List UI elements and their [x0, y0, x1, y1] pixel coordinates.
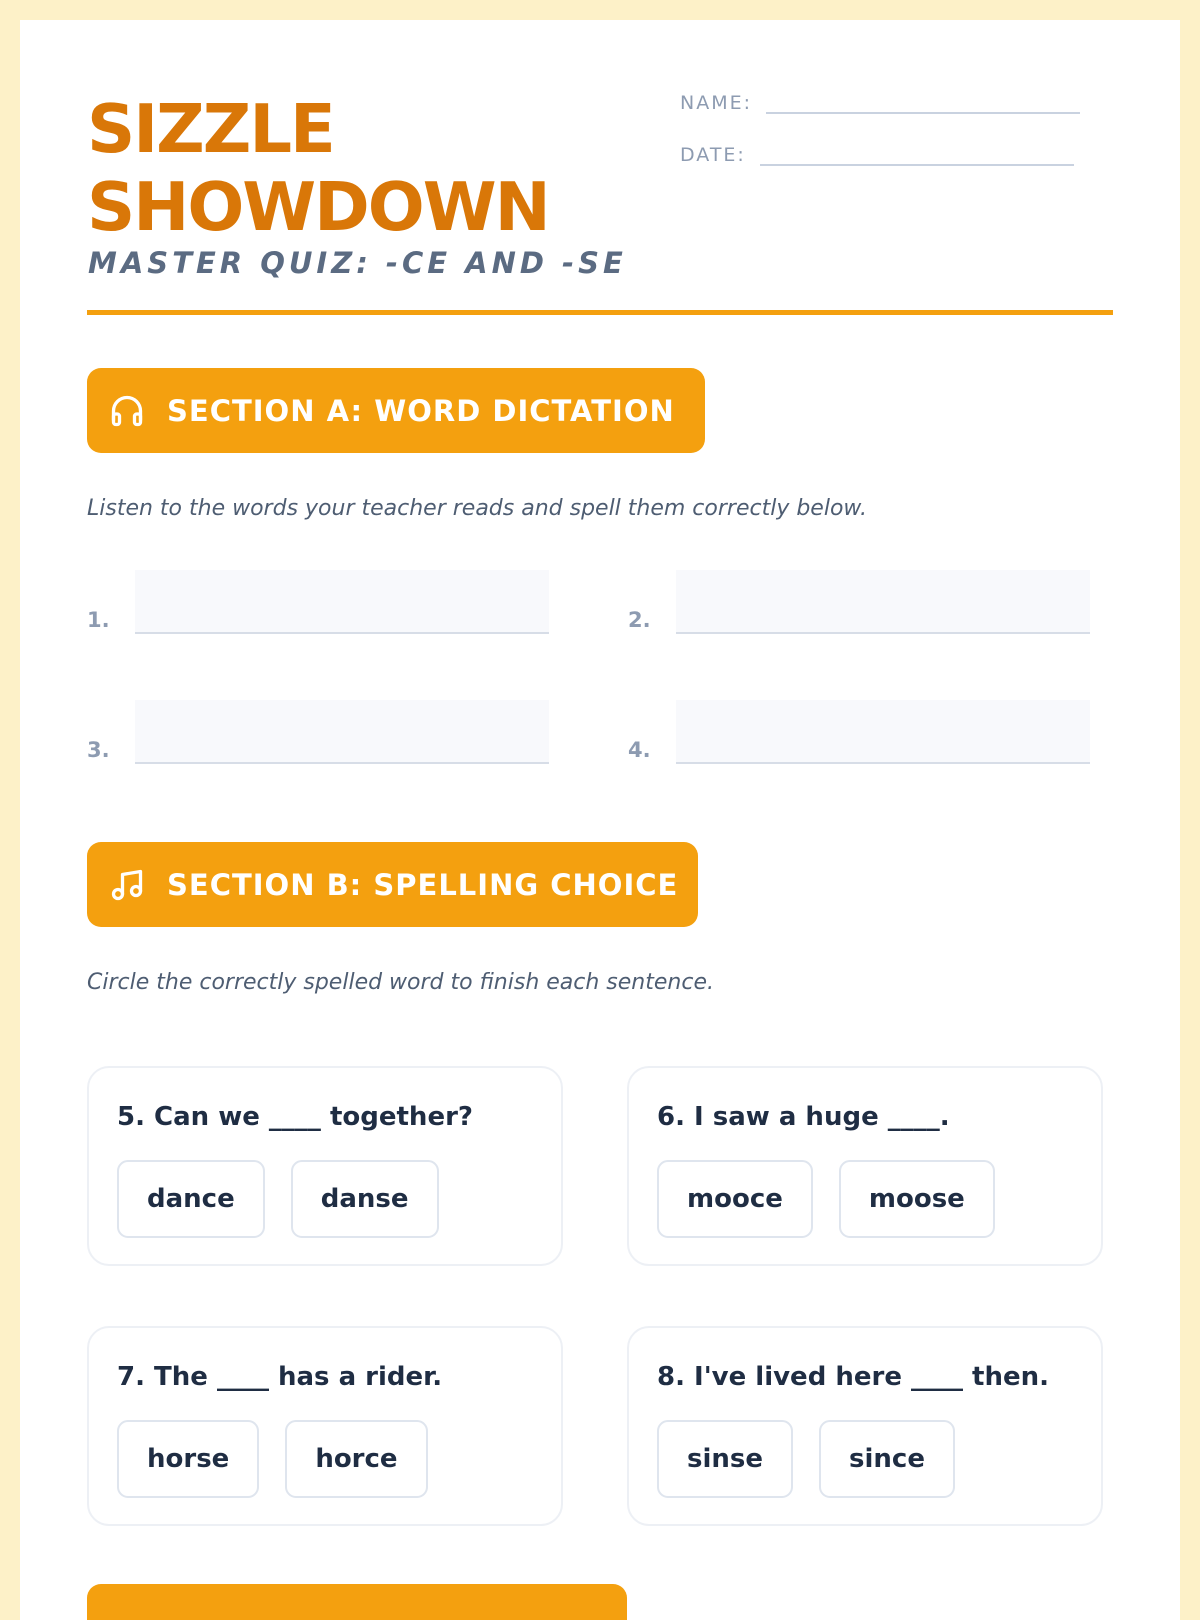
- date-line[interactable]: [760, 144, 1074, 166]
- question-card: [87, 1326, 563, 1526]
- dictation-answer-field[interactable]: [676, 570, 1090, 634]
- name-label: NAME:: [680, 92, 753, 114]
- section-b-instructions: Circle the correctly spelled word to finish each sentence.: [87, 970, 714, 995]
- section-a-instructions: Listen to the words your teacher reads and spell them correctly below.: [87, 496, 867, 521]
- answer-option[interactable]: moose: [839, 1160, 995, 1238]
- answer-option[interactable]: horce: [285, 1420, 427, 1498]
- section-a-title: SECTION A: WORD DICTATION: [167, 393, 675, 428]
- answer-option[interactable]: danse: [291, 1160, 439, 1238]
- dictation-number: 3.: [87, 738, 110, 762]
- dictation-item: [87, 570, 549, 634]
- answer-options: [117, 1420, 428, 1498]
- question-text: 6. I saw a huge ____.: [657, 1102, 950, 1132]
- answer-option[interactable]: dance: [117, 1160, 265, 1238]
- answer-options: [117, 1160, 439, 1238]
- question-text: 5. Can we ____ together?: [117, 1102, 473, 1132]
- answer-option[interactable]: sinse: [657, 1420, 793, 1498]
- music-note-icon: [109, 867, 145, 903]
- section-b-title: SECTION B: SPELLING CHOICE: [167, 867, 679, 902]
- dictation-item: [628, 570, 1090, 634]
- answer-options: [657, 1420, 955, 1498]
- date-label: DATE:: [680, 144, 746, 166]
- question-text: 8. I've lived here ____ then.: [657, 1362, 1050, 1392]
- title-line-2: SHOWDOWN: [87, 168, 549, 246]
- question-text: 7. The ____ has a rider.: [117, 1362, 443, 1392]
- page-subtitle: MASTER QUIZ: -CE AND -SE: [88, 246, 627, 280]
- answer-option[interactable]: mooce: [657, 1160, 813, 1238]
- date-field-row: [680, 144, 1074, 166]
- section-b-banner: [87, 842, 698, 927]
- worksheet-page: [20, 20, 1180, 1620]
- answer-option[interactable]: since: [819, 1420, 955, 1498]
- dictation-item: [87, 700, 549, 764]
- headphones-icon: [109, 393, 145, 429]
- dictation-answer-field[interactable]: [135, 700, 549, 764]
- dictation-number: 2.: [628, 608, 651, 632]
- section-a-banner: [87, 368, 705, 453]
- name-field-row: [680, 92, 1080, 114]
- dictation-answer-field[interactable]: [135, 570, 549, 634]
- page-title: [87, 90, 549, 246]
- name-line[interactable]: [766, 92, 1080, 114]
- dictation-item: [628, 700, 1090, 764]
- dictation-number: 1.: [87, 608, 110, 632]
- answer-options: [657, 1160, 995, 1238]
- next-section-banner: [87, 1584, 627, 1620]
- question-card: [627, 1326, 1103, 1526]
- answer-option[interactable]: horse: [117, 1420, 259, 1498]
- question-card: [627, 1066, 1103, 1266]
- question-card: [87, 1066, 563, 1266]
- dictation-answer-field[interactable]: [676, 700, 1090, 764]
- title-line-1: SIZZLE: [87, 90, 334, 168]
- dictation-number: 4.: [628, 738, 651, 762]
- header-divider: [87, 310, 1113, 315]
